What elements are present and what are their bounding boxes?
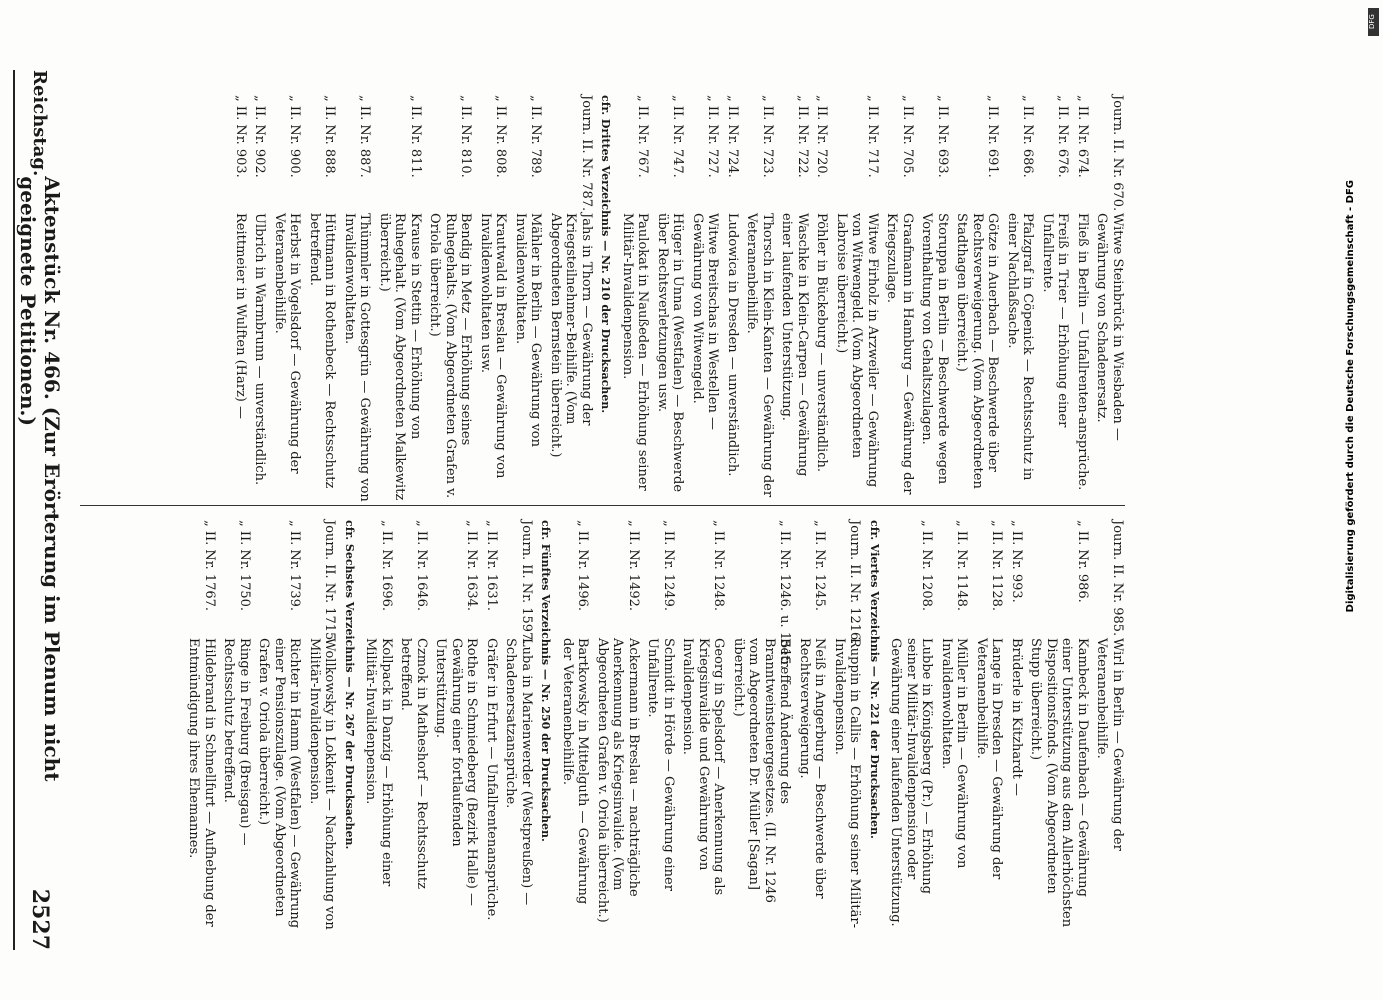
journal-number: „ II. Nr. 1750. bbox=[237, 520, 252, 612]
journal-number: „ II. Nr. 717. bbox=[865, 95, 880, 178]
journal-number: „ II. Nr. 676. bbox=[1055, 95, 1071, 178]
petition-text: Betreffend Änderung des Branntweinsteuergesetzes. (II. Nr. 1246 vom Abgeordneten Dr. Müller [Sagan] überreicht.) bbox=[731, 638, 793, 903]
petition-entry bbox=[548, 95, 595, 505]
journal-number: Journ. II. Nr. 1715. bbox=[322, 520, 338, 645]
petition-entry bbox=[484, 520, 500, 930]
petition-text: Ulbrich in Warmbrunn — unverständlich. bbox=[252, 213, 268, 486]
petition-text: Hildebrand in Schnellfurt — Aufhebung der Entmündigung ihres Ehemannes. bbox=[186, 638, 217, 927]
petition-text: Czmok in Matheshorf — Rechtsschutz betreffend. bbox=[398, 638, 429, 889]
journal-number: „ II. Nr. 705. bbox=[900, 95, 915, 178]
journal-number: „ II. Nr. 1739. bbox=[287, 520, 303, 612]
section-heading: cfr. Viertes Verzeichnis — Nr. 221 der Drucksachen. bbox=[868, 520, 881, 839]
petition-entry bbox=[884, 95, 915, 505]
petition-entry bbox=[1040, 95, 1071, 505]
petition-entry bbox=[272, 95, 303, 505]
journal-number: „ II. Nr. 1246. u. 1515. bbox=[777, 520, 793, 670]
petition-entry bbox=[1028, 520, 1090, 930]
petition-entry bbox=[888, 520, 935, 930]
petition-text: Bendig in Metz — Erhöhung seines Ruhegehalts. (Vom Abgeordneten Grafen v. Oriola überreicht.) bbox=[427, 213, 474, 499]
petition-text: Hüttmann in Rothenbeck — Rechtsschutz betreffend. bbox=[307, 213, 338, 489]
petition-text: Krautwald in Breslau — Gewährung von Invalidenwohltaten usw. bbox=[478, 213, 509, 479]
petition-text: Kambeck in Daufenbach — Gewährung einer Unterstützung aus dem Allerhöchsten Dispositionsfonds. (Vom Abgeordneten Stupp überreicht.) bbox=[1028, 638, 1090, 928]
petition-text: Fließ in Berlin — Unfallrenten-ansprüche. bbox=[1075, 213, 1090, 491]
petition-text: Ludowica in Dresden — unverständlich. bbox=[725, 213, 740, 477]
petition-text: Herbst in Vogelsdorf — Gewährung der Veteranenbeihilfe. bbox=[272, 213, 303, 474]
journal-number: „ II. Nr. 686. bbox=[1020, 95, 1036, 178]
journal-number: „ II. Nr. 693. bbox=[935, 95, 950, 178]
journal-number: „ II. Nr. 720. bbox=[814, 95, 830, 178]
petition-text: Thorsch in Klein-Kanten — Gewährung der Veteranenbeihilfe. bbox=[744, 213, 775, 498]
header-title: Aktenstück Nr. 466. (Zur Erörterung im Plenum nicht geeignete Petitionen.) bbox=[16, 176, 64, 782]
petition-text: Pfalzgraf in Cöpenick — Rechtsschutz in einer Nachlaßsache. bbox=[1005, 213, 1036, 481]
petition-entry bbox=[919, 95, 950, 505]
petition-entry bbox=[377, 95, 424, 505]
section-heading: cfr. Sechstes Verzeichnis — Nr. 267 der Drucksachen. bbox=[343, 520, 356, 850]
journal-number: „ II. Nr. 986. bbox=[1075, 520, 1090, 603]
petition-entry bbox=[186, 520, 217, 930]
journal-number: „ II. Nr. 902. bbox=[252, 95, 268, 178]
petition-entry bbox=[832, 520, 863, 930]
petition-text: Freiß in Trier — Erhöhung einer Unfallrente. bbox=[1040, 213, 1071, 428]
petition-entry bbox=[1094, 520, 1125, 930]
journal-number: „ II. Nr. 789. bbox=[528, 95, 544, 178]
left-column bbox=[75, 95, 1125, 505]
petition-entry bbox=[307, 95, 338, 505]
journal-number: „ II. Nr. 1631. bbox=[484, 520, 499, 612]
petition-entry bbox=[620, 95, 651, 505]
petition-text: Lange in Dresden — Gewährung der Veteranenbeihilfe. bbox=[974, 638, 1005, 880]
petition-entry bbox=[814, 95, 830, 505]
journal-number: Journ. II. Nr. 1597. bbox=[519, 520, 534, 645]
petition-text: Krause in Stettin — Erhöhung von Ruhegehalt. (Vom Abgeordneten Malkewitz überreicht.) bbox=[377, 213, 423, 501]
petition-text: Schmidt in Hörde — Gewährung einer Unfallrente. bbox=[645, 638, 676, 891]
petition-entry bbox=[427, 95, 474, 505]
journal-number: „ II. Nr. 810. bbox=[458, 95, 474, 178]
journal-number: „ II. Nr. 808. bbox=[493, 95, 509, 178]
journal-number: Journ. II. Nr. 670. bbox=[1110, 95, 1125, 212]
petition-entry bbox=[974, 520, 1005, 930]
journal-number: „ II. Nr. 747. bbox=[670, 95, 686, 178]
section-heading: cfr. Drittes Verzeichnis — Nr. 210 der Drucksachen. bbox=[599, 95, 613, 414]
petition-text: Thümmler in Gottesgrün — Gewährung von Invalidenwohltaten. bbox=[342, 213, 373, 502]
petition-text: Gräfer in Erfurt — Unfallrentenansprüche. bbox=[484, 638, 499, 921]
header-left: Reichstag. bbox=[29, 70, 51, 177]
journal-number: „ II. Nr. 1634. bbox=[464, 520, 480, 612]
petition-text: Luba in Marienwerder (Westpreußen) — Schadenersatzansprüche. bbox=[503, 638, 534, 906]
petition-entry bbox=[363, 520, 394, 930]
journal-number: „ II. Nr. 1128. bbox=[989, 520, 1005, 612]
petition-text: Brüderle in Kitzhardt — bbox=[1009, 638, 1024, 796]
petition-text: Georg in Spelsdorf — Anerkennung als Kriegsinvalide und Gewährung von Invalidenpension. bbox=[680, 638, 727, 896]
petition-text: Hüger in Unna (Westfalen) — Beschwerde über Rechtsverletzungen usw. bbox=[655, 213, 686, 493]
petition-text: Witwe Steinbrück in Wiesbaden — Gewährung von Schadenersatz. bbox=[1094, 213, 1125, 441]
journal-number: „ II. Nr. 674. bbox=[1075, 95, 1090, 178]
petition-text: Rothe in Schmiedeberg (Bezirk Halle) — Gewährung einer fortlaufenden Unterstützung. bbox=[433, 638, 480, 906]
petition-entry bbox=[342, 95, 373, 505]
journal-number: Journ. II. Nr. 1216. bbox=[847, 520, 863, 645]
petition-entry bbox=[398, 520, 429, 930]
petition-entry bbox=[797, 520, 828, 930]
petition-text: Bartkowsky in Mittelguth — Gewährung der Veteranenbeihilfe. bbox=[560, 638, 591, 905]
petition-text: Ruppin in Callis — Erhöhung seiner Militär-Invalidenpension. bbox=[832, 638, 863, 929]
petition-text: Storuppa in Berlin — Beschwerde wegen Vorenthaltung von Gehaltszulagen. bbox=[919, 213, 950, 485]
section-heading: cfr. Fünftes Verzeichnis — Nr. 250 der Drucksachen. bbox=[539, 520, 553, 842]
right-column bbox=[75, 520, 1125, 930]
journal-number: „ II. Nr. 1496. bbox=[575, 520, 591, 612]
petition-entry bbox=[1005, 95, 1036, 505]
journal-number: „ II. Nr. 888. bbox=[322, 95, 338, 178]
petition-entry bbox=[595, 520, 642, 930]
petition-entry bbox=[503, 520, 534, 930]
journal-number: „ II. Nr. 767. bbox=[635, 95, 651, 178]
petition-entry bbox=[221, 520, 252, 930]
petition-text: Wirl in Berlin — Gewährung der Veteranenbeihilfe. bbox=[1094, 638, 1125, 851]
petition-entry bbox=[1094, 95, 1125, 505]
petition-entry bbox=[744, 95, 775, 505]
petition-entry bbox=[1009, 520, 1025, 930]
journal-number: Journ. II. Nr. 985. bbox=[1110, 520, 1125, 637]
petition-text: Neiß in Angerburg — Beschwerde über Rechtsverweigerung. bbox=[797, 638, 828, 899]
petition-text: Witwe Firholz in Arzweiler — Gewährung von Witwengeld. (Vom Abgeordneten Labroise überreicht.) bbox=[834, 213, 880, 488]
journal-number: „ II. Nr. 1646. bbox=[414, 520, 429, 612]
petition-entry bbox=[954, 95, 1001, 505]
petition-text: Jahs in Thorn — Gewährung der Kriegsteilnehmer-Beihilfe. (Vom Abgeordneten Bernstein überreicht.) bbox=[548, 213, 594, 458]
journal-number: „ II. Nr. 1696. bbox=[379, 520, 394, 612]
journal-number: „ II. Nr. 1208. bbox=[919, 520, 935, 612]
journal-number: „ II. Nr. 691. bbox=[985, 95, 1001, 178]
petition-entry bbox=[645, 520, 676, 930]
petition-entry bbox=[731, 520, 793, 930]
journal-number: „ II. Nr. 1248. bbox=[711, 520, 727, 612]
petition-entry bbox=[655, 95, 686, 505]
petition-entry bbox=[939, 520, 970, 930]
petition-entry bbox=[680, 520, 727, 930]
journal-number: „ II. Nr. 1148. bbox=[954, 520, 970, 612]
petition-text: Pöhler in Bückeburg — unverständlich. bbox=[814, 213, 830, 472]
petition-text: Götze in Auerbach — Beschwerde über Rechtsverweigerung. (Vom Abgeordneten Stadthagen überreicht.) bbox=[954, 213, 1001, 489]
dfg-logo: DFG bbox=[1368, 8, 1379, 36]
petition-text: Ringe in Freiburg (Breisgau) — Rechtsschutz betreffend. bbox=[221, 638, 252, 846]
petition-text: Paulokat in Naußeden — Erhöhung seiner Militär-Invalidenpension. bbox=[620, 213, 651, 491]
petition-entry bbox=[560, 520, 591, 930]
journal-number: Journ. II. Nr. 787. bbox=[579, 95, 594, 212]
petition-text: Wollkowsky in Lokkenit — Nachzahlung von Militär-Invalidenpension. bbox=[307, 638, 338, 930]
petition-text: Waschke in Klein-Carpen — Gewährung einer laufenden Unterstützung. bbox=[779, 213, 810, 477]
petition-entry bbox=[779, 95, 810, 505]
journal-number: „ II. Nr. 727. bbox=[705, 95, 721, 178]
petition-text: Witwe Breitschas in Westellen — Gewährung von Witwengeld. bbox=[690, 213, 721, 430]
petition-entry bbox=[433, 520, 480, 930]
petition-text: Lubbe in Königsberg (Pr.) — Erhöhung seiner Militär-Invalidenpension oder Gewährung einer laufenden Unterstützung. bbox=[888, 638, 935, 927]
page-header bbox=[13, 70, 65, 950]
journal-number: „ II. Nr. 993. bbox=[1009, 520, 1024, 603]
journal-number: „ II. Nr. 723. bbox=[760, 95, 775, 178]
petition-entry bbox=[1075, 95, 1091, 505]
petition-entry bbox=[690, 95, 721, 505]
page-number: 2527 bbox=[27, 888, 53, 950]
journal-number: „ II. Nr. 887. bbox=[357, 95, 373, 178]
petition-entry bbox=[725, 95, 741, 505]
journal-number: „ II. Nr. 903. bbox=[233, 95, 248, 178]
funding-note: Digitalisierung gefördert durch die Deutsche Forschungsgemeinschaft - DFG bbox=[1345, 180, 1356, 613]
petition-entry bbox=[256, 520, 303, 930]
petition-entry bbox=[233, 95, 249, 505]
petition-entry bbox=[307, 520, 338, 930]
petition-entry bbox=[252, 95, 268, 505]
petition-text: Mähler in Berlin — Gewährung von Invalidenwohltaten. bbox=[513, 213, 544, 447]
petition-text: Graafmann in Hamburg — Gewährung der Kriegszulage. bbox=[884, 213, 915, 495]
journal-number: „ II. Nr. 1245. bbox=[812, 520, 828, 612]
journal-number: „ II. Nr. 724. bbox=[725, 95, 740, 178]
journal-number: „ II. Nr. 1249. bbox=[661, 520, 676, 612]
journal-number: „ II. Nr. 1492. bbox=[626, 520, 641, 612]
petition-entry bbox=[834, 95, 881, 505]
column-divider bbox=[80, 505, 1125, 506]
petition-entry bbox=[513, 95, 544, 505]
journal-number: „ II. Nr. 811. bbox=[408, 95, 423, 178]
petition-entry bbox=[478, 95, 509, 505]
petition-text: Ackermann in Breslau — nachträgliche Anerkennung als Kriegsinvalide. (Vom Abgeordneten Grafen v. Oriola überreicht.) bbox=[595, 638, 641, 923]
journal-number: „ II. Nr. 1767. bbox=[202, 520, 217, 612]
journal-number: „ II. Nr. 900. bbox=[287, 95, 303, 178]
petition-text: Reittmeier in Wulften (Harz) — bbox=[233, 213, 248, 419]
petition-text: Richter in Hamm (Westfalen) — Gewährung einer Pensionszulage. (Vom Abgeordneten Grafen v. Oriola überreicht.) bbox=[256, 638, 303, 929]
petition-text: Kollpack in Danzig — Erhöhung einer Militär-Invalidenpension. bbox=[363, 638, 394, 887]
journal-number: „ II. Nr. 722. bbox=[795, 95, 810, 178]
petition-text: Müller in Berlin — Gewährung von Invalidenwohltaten. bbox=[939, 638, 970, 869]
